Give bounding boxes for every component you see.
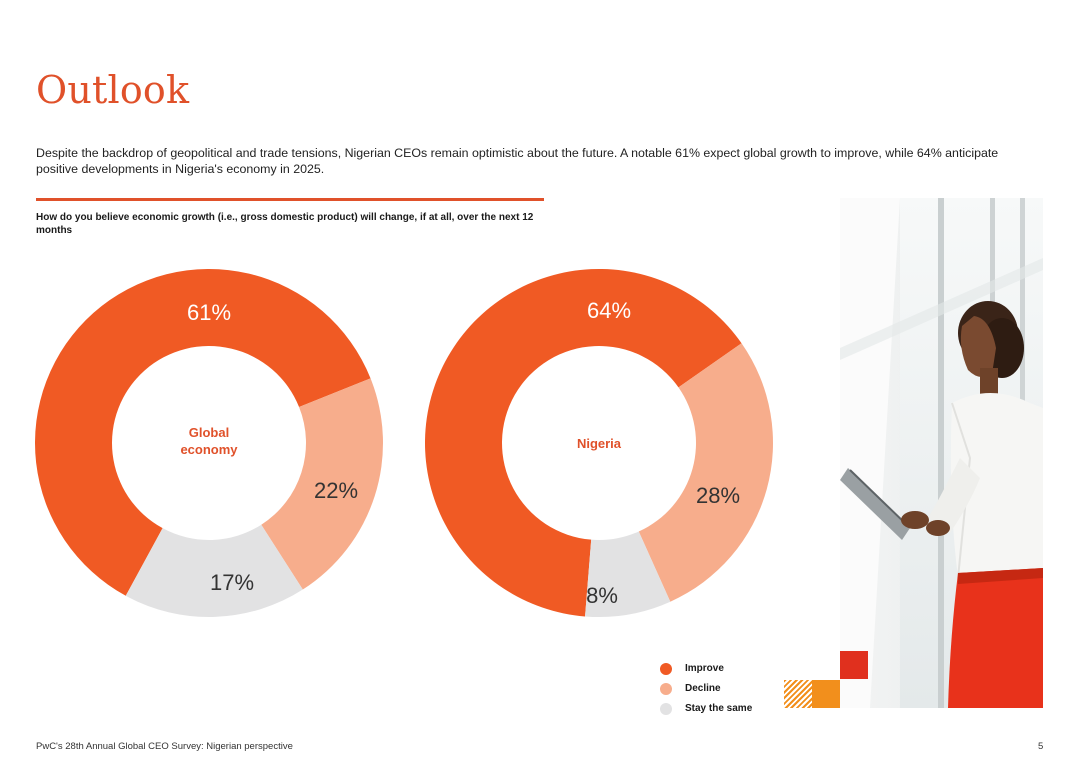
legend-label-decline: Decline bbox=[685, 683, 721, 694]
legend-item-stay-the-same bbox=[660, 699, 752, 718]
footer-text: PwC's 28th Annual Global CEO Survey: Nigerian perspective bbox=[36, 741, 293, 752]
photo-woman-with-tablet bbox=[840, 198, 1043, 708]
legend-item-decline bbox=[660, 679, 752, 698]
decorative-square-orange bbox=[812, 680, 840, 708]
decorative-square-red bbox=[840, 651, 868, 679]
decorative-square-hatched bbox=[784, 680, 812, 708]
donut-chart-nigeria bbox=[425, 269, 773, 617]
data-label-improve: 61% bbox=[186, 300, 232, 325]
section-divider bbox=[36, 198, 544, 201]
page-title: Outlook bbox=[36, 68, 190, 112]
donut-center-label: Nigeria bbox=[576, 436, 622, 451]
donut-charts bbox=[0, 250, 820, 630]
chart-question: How do you believe economic growth (i.e., gross domestic product) will change, if at all, over the next 12 months bbox=[36, 212, 534, 236]
legend-swatch-improve bbox=[660, 663, 672, 675]
legend-swatch-decline bbox=[660, 683, 672, 695]
legend-label-improve: Improve bbox=[685, 663, 724, 674]
donut-chart-global bbox=[35, 269, 383, 617]
donut-center-label: Global economy bbox=[180, 425, 238, 457]
legend-label-stay-the-same: Stay the same bbox=[685, 703, 753, 714]
data-label-improve: 64% bbox=[586, 298, 632, 323]
chart-legend bbox=[660, 659, 752, 719]
donut-slice-decline bbox=[639, 343, 773, 602]
intro-paragraph: Despite the backdrop of geopolitical and trade tensions, Nigerian CEOs remain optimistic about the future. A notable 61% expect global growth to improve, while 64% anticipate positive developments in Nigeria's economy in 2025. bbox=[36, 146, 999, 176]
page-number: 5 bbox=[1038, 741, 1044, 752]
data-label-stay-the-same: 17% bbox=[209, 570, 255, 595]
data-label-stay-the-same: 8% bbox=[586, 583, 618, 608]
data-label-decline: 22% bbox=[313, 478, 359, 503]
legend-swatch-stay-the-same bbox=[660, 703, 672, 715]
legend-item-improve bbox=[660, 659, 752, 678]
data-label-decline: 28% bbox=[695, 483, 741, 508]
